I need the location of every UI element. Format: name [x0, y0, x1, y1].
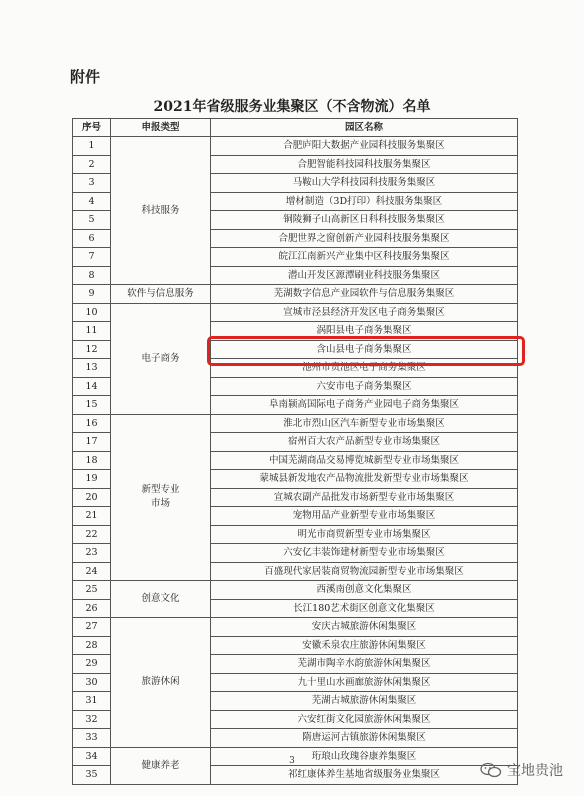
- highlight-box: [207, 336, 525, 366]
- park-name: 祁红康体养生基地省级服务业集聚区: [211, 766, 518, 785]
- row-number: 33: [73, 729, 111, 748]
- table-row: [73, 137, 518, 156]
- category-cell: 旅游休闲: [111, 618, 211, 748]
- header-number: 序号: [73, 119, 111, 137]
- annex-label: 附件: [70, 68, 101, 86]
- row-number: 35: [73, 766, 111, 785]
- park-name: 池州市贵池区电子商务集聚区: [211, 359, 518, 378]
- park-name: 西溪南创意文化集聚区: [211, 581, 518, 600]
- park-name: 合肥智能科技园科技服务集聚区: [211, 155, 518, 174]
- park-name: 隋唐运河古镇旅游休闲集聚区: [211, 729, 518, 748]
- row-number: 34: [73, 747, 111, 766]
- park-name: 宠物用品产业新型专业市场集聚区: [211, 507, 518, 526]
- park-name: 宿州百大农产品新型专业市场集聚区: [211, 433, 518, 452]
- wechat-icon: [480, 762, 502, 778]
- park-name: 芜湖古城旅游休闲集聚区: [211, 692, 518, 711]
- park-name: 芜湖市陶辛水韵旅游休闲集聚区: [211, 655, 518, 674]
- park-name: 合肥世界之窗创新产业园科技服务集聚区: [211, 229, 518, 248]
- park-name: 宣城农副产品批发市场新型专业市场集聚区: [211, 488, 518, 507]
- park-name: 淮北市烈山区汽车新型专业市场集聚区: [211, 414, 518, 433]
- row-number: 1: [73, 137, 111, 156]
- park-name: 合肥庐阳大数据产业园科技服务集聚区: [211, 137, 518, 156]
- table-row: [73, 618, 518, 637]
- park-name: 芜湖数字信息产业园软件与信息服务集聚区: [211, 285, 518, 304]
- row-number: 28: [73, 636, 111, 655]
- row-number: 6: [73, 229, 111, 248]
- park-name: 百盛现代家居装商贸物流园新型专业市场集聚区: [211, 562, 518, 581]
- row-number: 4: [73, 192, 111, 211]
- row-number: 20: [73, 488, 111, 507]
- park-name: 安徽禾泉农庄旅游休闲集聚区: [211, 636, 518, 655]
- park-name: 六安亿丰装饰建材新型专业市场集聚区: [211, 544, 518, 563]
- header-type: 申报类型: [111, 119, 211, 137]
- document-title: 2021年省级服务业集聚区（不含物流）名单: [153, 99, 431, 115]
- park-name: 铜陵狮子山高新区日科科技服务集聚区: [211, 211, 518, 230]
- park-name: 安庆古城旅游休闲集聚区: [211, 618, 518, 637]
- table-row: [73, 285, 518, 304]
- row-number: 16: [73, 414, 111, 433]
- row-number: 22: [73, 525, 111, 544]
- row-number: 17: [73, 433, 111, 452]
- category-cell: 新型专业 市场: [111, 414, 211, 581]
- park-name: 涡阳县电子商务集聚区: [211, 322, 518, 341]
- park-name: 明光市商贸新型专业市场集聚区: [211, 525, 518, 544]
- park-name: 马鞍山大学科技园科技服务集聚区: [211, 174, 518, 193]
- row-number: 25: [73, 581, 111, 600]
- row-number: 2: [73, 155, 111, 174]
- row-number: 9: [73, 285, 111, 304]
- park-name: 潜山开发区源潭刷业科技服务集聚区: [211, 266, 518, 285]
- row-number: 5: [73, 211, 111, 230]
- row-number: 10: [73, 303, 111, 322]
- row-number: 27: [73, 618, 111, 637]
- watermark-text: 宝地贵池: [507, 763, 563, 779]
- park-name: 含山县电子商务集聚区: [211, 340, 518, 359]
- category-cell: 健康养老: [111, 747, 211, 784]
- table-row: [73, 414, 518, 433]
- table-row: [73, 581, 518, 600]
- row-number: 14: [73, 377, 111, 396]
- category-cell: 科技服务: [111, 137, 211, 285]
- row-number: 31: [73, 692, 111, 711]
- header-park-name: 园区名称: [211, 119, 518, 137]
- table-row: [73, 303, 518, 322]
- category-cell: 创意文化: [111, 581, 211, 618]
- park-name: 增材制造（3D打印）科技服务集聚区: [211, 192, 518, 211]
- row-number: 3: [73, 174, 111, 193]
- watermark: [480, 760, 563, 780]
- park-name: 中国芜湖商品交易博览城新型专业市场集聚区: [211, 451, 518, 470]
- park-name: 阜南颍高国际电子商务产业园电子商务集聚区: [211, 396, 518, 415]
- page-number: 3: [289, 756, 295, 766]
- park-name: 六安红街文化园旅游休闲集聚区: [211, 710, 518, 729]
- row-number: 32: [73, 710, 111, 729]
- park-name: 六安市电子商务集聚区: [211, 377, 518, 396]
- park-name: 长江180艺术街区创意文化集聚区: [211, 599, 518, 618]
- cluster-list-table: [72, 118, 518, 785]
- row-number: 18: [73, 451, 111, 470]
- category-cell: 软件与信息服务: [111, 285, 211, 304]
- row-number: 12: [73, 340, 111, 359]
- row-number: 23: [73, 544, 111, 563]
- row-number: 11: [73, 322, 111, 341]
- row-number: 24: [73, 562, 111, 581]
- row-number: 21: [73, 507, 111, 526]
- row-number: 8: [73, 266, 111, 285]
- row-number: 13: [73, 359, 111, 378]
- park-name: 蒙城县新发地农产品物流批发新型专业市场集聚区: [211, 470, 518, 489]
- park-name: 珩琅山玫瑰谷康养集聚区: [211, 747, 518, 766]
- row-number: 29: [73, 655, 111, 674]
- row-number: 30: [73, 673, 111, 692]
- park-name: 宣城市泾县经济开发区电子商务集聚区: [211, 303, 518, 322]
- park-name: 皖江江南新兴产业集中区科技服务集聚区: [211, 248, 518, 267]
- category-cell: 电子商务: [111, 303, 211, 414]
- row-number: 7: [73, 248, 111, 267]
- park-name: 九十里山水画廊旅游休闲集聚区: [211, 673, 518, 692]
- row-number: 15: [73, 396, 111, 415]
- row-number: 19: [73, 470, 111, 489]
- row-number: 26: [73, 599, 111, 618]
- table-header-row: [73, 119, 518, 137]
